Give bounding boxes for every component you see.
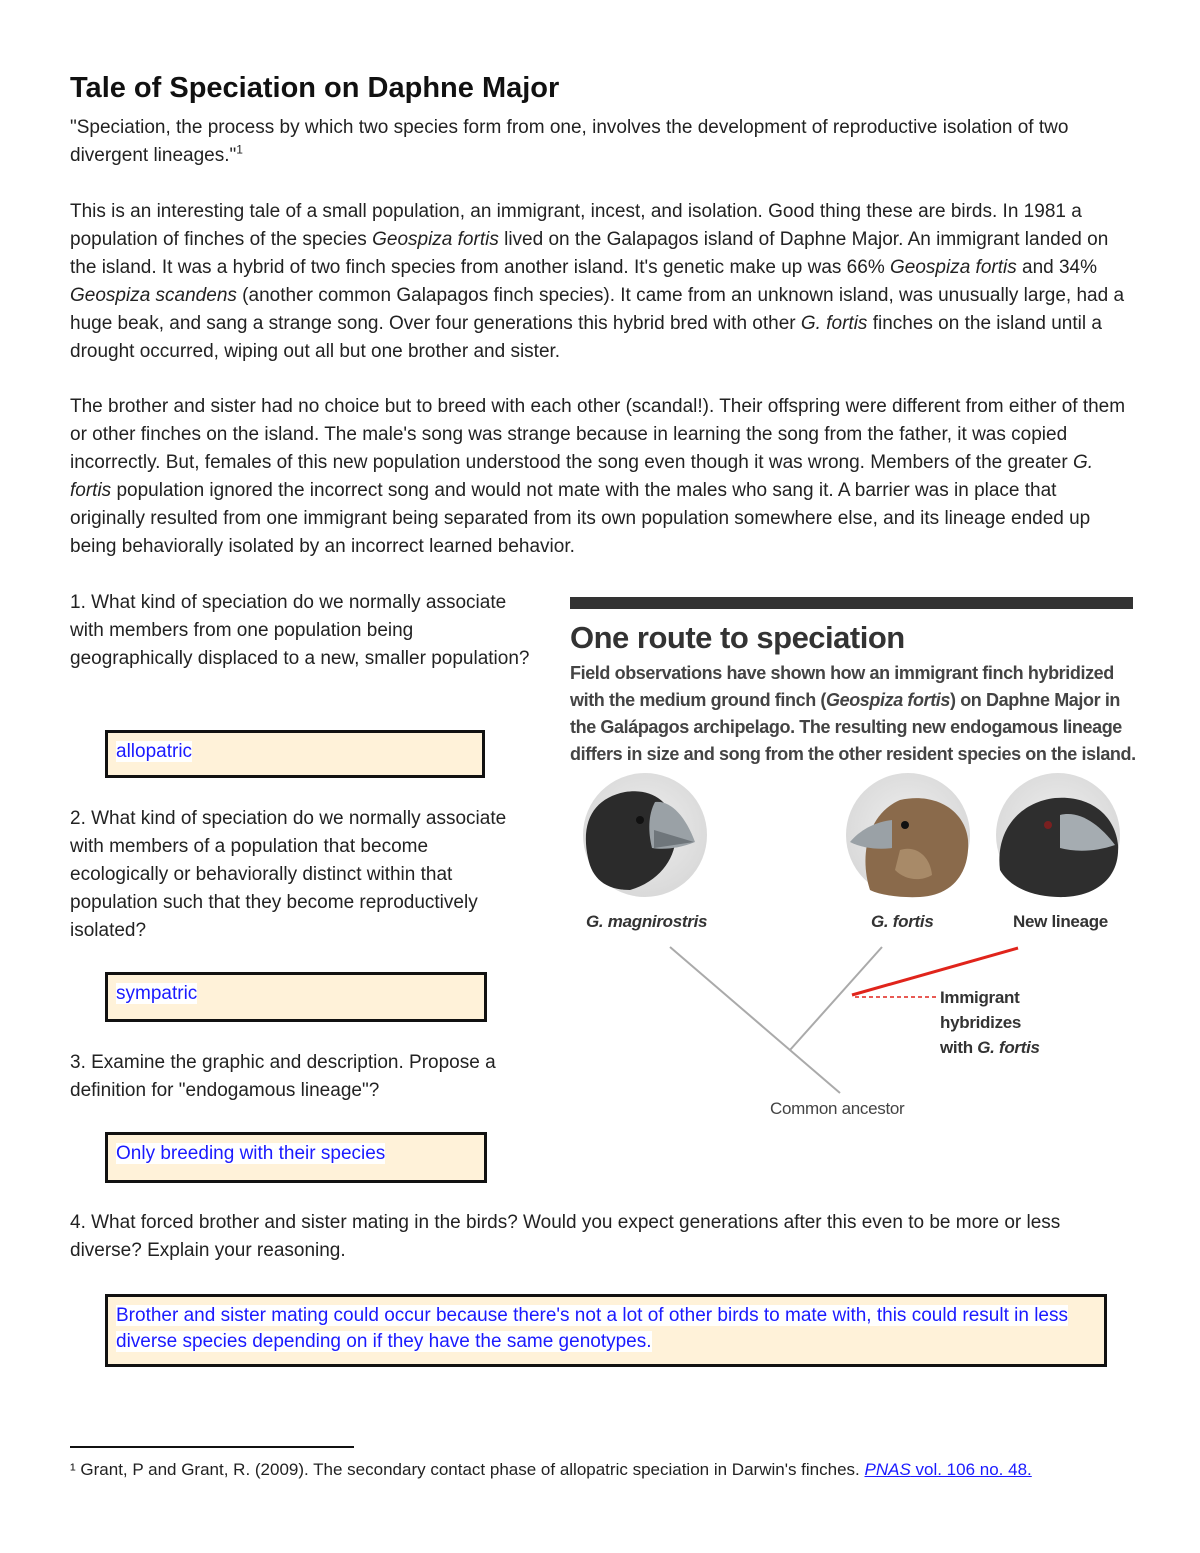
story-paragraph-1 [70, 198, 1135, 366]
question-4: 4. What forced brother and sister mating in the birds? Would you expect generations after this even to be more or less diverse? Explain your reasoning. [70, 1212, 1061, 1261]
label-text: hybridizes [940, 1013, 1022, 1032]
label-text: with [940, 1038, 978, 1057]
footnote-ref: 1 [236, 142, 243, 157]
footnote-marker: ¹ [70, 1460, 76, 1479]
answer-text: sympatric [116, 983, 198, 1004]
story-text: finches on the island until a drought occurred, wiping out all but one brother and sister. [70, 313, 1102, 362]
story-text: lived on the Galapagos island of Daphne Major. An immigrant landed on the island. It was a hybrid of two finch species from another island. It's genetic make up was 66% [70, 229, 1109, 278]
footnote [70, 1460, 1032, 1480]
species-name: Geospiza fortis [825, 690, 951, 710]
fortis-branch [790, 947, 882, 1050]
page-title: Tale of Speciation on Daphne Major [70, 72, 560, 104]
story-text: (another common Galapagos finch species). It came from an unknown island, was unusually large, had a huge beak, and sang a strange song. Over four generations this hybrid bred with other [70, 285, 1125, 334]
story-text: population ignored the incorrect song and would not mate with the males who sang it. A barrier was in place that originally resulted from one immigrant being separated from its own population somewhere else, and its lineage ended up being behaviorally isolated by an incorrect learned behavior. [70, 480, 1091, 557]
figure-description [570, 660, 1145, 768]
answer-text: Brother and sister mating could occur because there's not a lot of other birds to mate with, this could result in less diverse species depending on if they have the same genotypes. [116, 1305, 1068, 1352]
answer-box-4[interactable] [105, 1294, 1107, 1367]
figure-title: One route to speciation [570, 620, 905, 655]
magnirostris-branch [670, 947, 840, 1093]
question-2: 2. What kind of speciation do we normally associate with members of a population that become ecologically or behaviorally distinct within that population such that they become reproductively isolated? [70, 808, 507, 941]
story-text: and 34% [1016, 257, 1098, 278]
label-immigrant [940, 985, 1040, 1060]
footnote-rule [70, 1446, 354, 1448]
species-name: G. fortis [800, 313, 868, 334]
new-lineage-photo [996, 773, 1120, 897]
label-common-ancestor: Common ancestor [770, 1099, 905, 1118]
quote-text: "Speciation, the process by which two species form from one, involves the development of reproductive isolation of two divergent lineages." [70, 117, 1069, 166]
species-name: Geospiza scandens [70, 285, 237, 306]
question-1: 1. What kind of speciation do we normally associate with members from one population being geographically displaced to a new, smaller population? [70, 592, 530, 669]
figure-desc-text: Field observations have shown how an immigrant finch hybridized with the medium ground finch ( [570, 663, 1114, 710]
story-paragraph-2 [70, 393, 1135, 561]
citation-link[interactable] [864, 1460, 1031, 1479]
footnote-text: Grant, P and Grant, R. (2009). The secondary contact phase of allopatric speciation in Darwin's finches. [75, 1460, 865, 1479]
intro-quote [70, 114, 1135, 170]
story-text: This is an interesting tale of a small population, an immigrant, incest, and isolation. Good thing these are birds. In 1981 a population of finches of the species [70, 201, 1082, 250]
figure-desc-text: ) on Daphne Major in the Galápagos archipelago. The resulting new endogamous lineage differs in size and song from the other resident species on the island. [570, 690, 1136, 764]
phylogeny-figure [570, 770, 1140, 1130]
volume-text: vol. 106 no. 48. [910, 1460, 1032, 1479]
answer-text: allopatric [116, 741, 193, 762]
label-text: G. fortis [871, 912, 934, 931]
label-text: G. magnirostris [586, 912, 708, 931]
answer-box-1[interactable] [105, 730, 485, 778]
question-3: 3. Examine the graphic and description. Propose a definition for "endogamous lineage"? [70, 1052, 496, 1101]
answer-text: Only breeding with their species [116, 1143, 386, 1164]
journal-name: PNAS [864, 1460, 911, 1479]
story-text: The brother and sister had no choice but to breed with each other (scandal!). Their offspring were different from either of them or other finches on the island. The male's song was strange because in learning the song from the father, it was copied incorrectly. But, females of this new population understood the song even though it was wrong. Members of the greater [70, 396, 1126, 473]
label-new-lineage: New lineage [1013, 912, 1108, 931]
species-name: Geospiza fortis [890, 257, 1017, 278]
answer-box-2[interactable] [105, 972, 487, 1022]
species-name: Geospiza fortis [372, 229, 499, 250]
species-name: G. fortis [70, 452, 1094, 501]
label-text: G. fortis [977, 1038, 1040, 1057]
g-magnirostris-photo [583, 773, 707, 897]
answer-box-3[interactable] [105, 1132, 487, 1183]
figure-top-bar [570, 597, 1133, 609]
label-text: Immigrant [940, 988, 1020, 1007]
label-g-magnirostris [586, 912, 707, 932]
g-fortis-photo [846, 773, 970, 897]
label-g-fortis [871, 912, 933, 932]
